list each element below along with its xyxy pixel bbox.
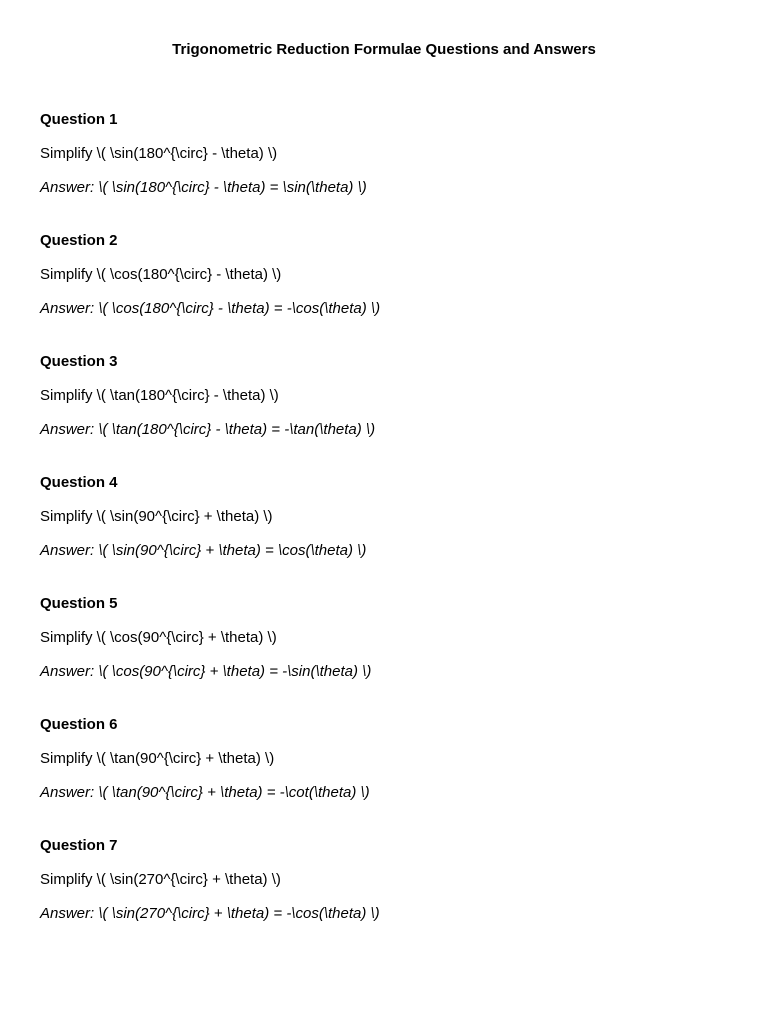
question-answer: Answer: \( \sin(180^{\circ} - \theta) = \sin(\theta) \) bbox=[40, 179, 367, 196]
question-heading: Question 3 bbox=[40, 353, 118, 370]
question-answer: Answer: \( \cos(180^{\circ} - \theta) = -\cos(\theta) \) bbox=[40, 300, 381, 317]
question-prompt: Simplify \( \sin(270^{\circ} + \theta) \) bbox=[40, 871, 281, 888]
question-answer: Answer: \( \tan(90^{\circ} + \theta) = -\cot(\theta) \) bbox=[40, 784, 370, 801]
question-heading: Question 6 bbox=[40, 716, 118, 733]
question-heading: Question 4 bbox=[40, 474, 118, 491]
question-block-6 bbox=[40, 715, 740, 836]
question-heading: Question 5 bbox=[40, 595, 118, 612]
question-answer: Answer: \( \sin(270^{\circ} + \theta) = -\cos(\theta) \) bbox=[40, 905, 380, 922]
question-prompt: Simplify \( \sin(180^{\circ} - \theta) \) bbox=[40, 145, 278, 162]
question-block-2 bbox=[40, 231, 740, 352]
question-prompt: Simplify \( \cos(90^{\circ} + \theta) \) bbox=[40, 629, 277, 646]
question-heading: Question 1 bbox=[40, 111, 118, 128]
question-prompt: Simplify \( \tan(90^{\circ} + \theta) \) bbox=[40, 750, 275, 767]
question-answer: Answer: \( \cos(90^{\circ} + \theta) = -\sin(\theta) \) bbox=[40, 663, 372, 680]
question-list bbox=[40, 110, 740, 957]
question-block-7 bbox=[40, 836, 740, 957]
question-heading: Question 7 bbox=[40, 837, 118, 854]
question-prompt: Simplify \( \tan(180^{\circ} - \theta) \) bbox=[40, 387, 279, 404]
question-prompt: Simplify \( \sin(90^{\circ} + \theta) \) bbox=[40, 508, 273, 525]
question-answer: Answer: \( \tan(180^{\circ} - \theta) = -\tan(\theta) \) bbox=[40, 421, 376, 438]
question-block-1 bbox=[40, 110, 740, 231]
question-heading: Question 2 bbox=[40, 232, 118, 249]
question-answer: Answer: \( \sin(90^{\circ} + \theta) = \cos(\theta) \) bbox=[40, 542, 367, 559]
document-title: Trigonometric Reduction Formulae Questions and Answers bbox=[172, 41, 596, 58]
question-prompt: Simplify \( \cos(180^{\circ} - \theta) \) bbox=[40, 266, 282, 283]
question-block-4 bbox=[40, 473, 740, 594]
question-block-3 bbox=[40, 352, 740, 473]
question-block-5 bbox=[40, 594, 740, 715]
